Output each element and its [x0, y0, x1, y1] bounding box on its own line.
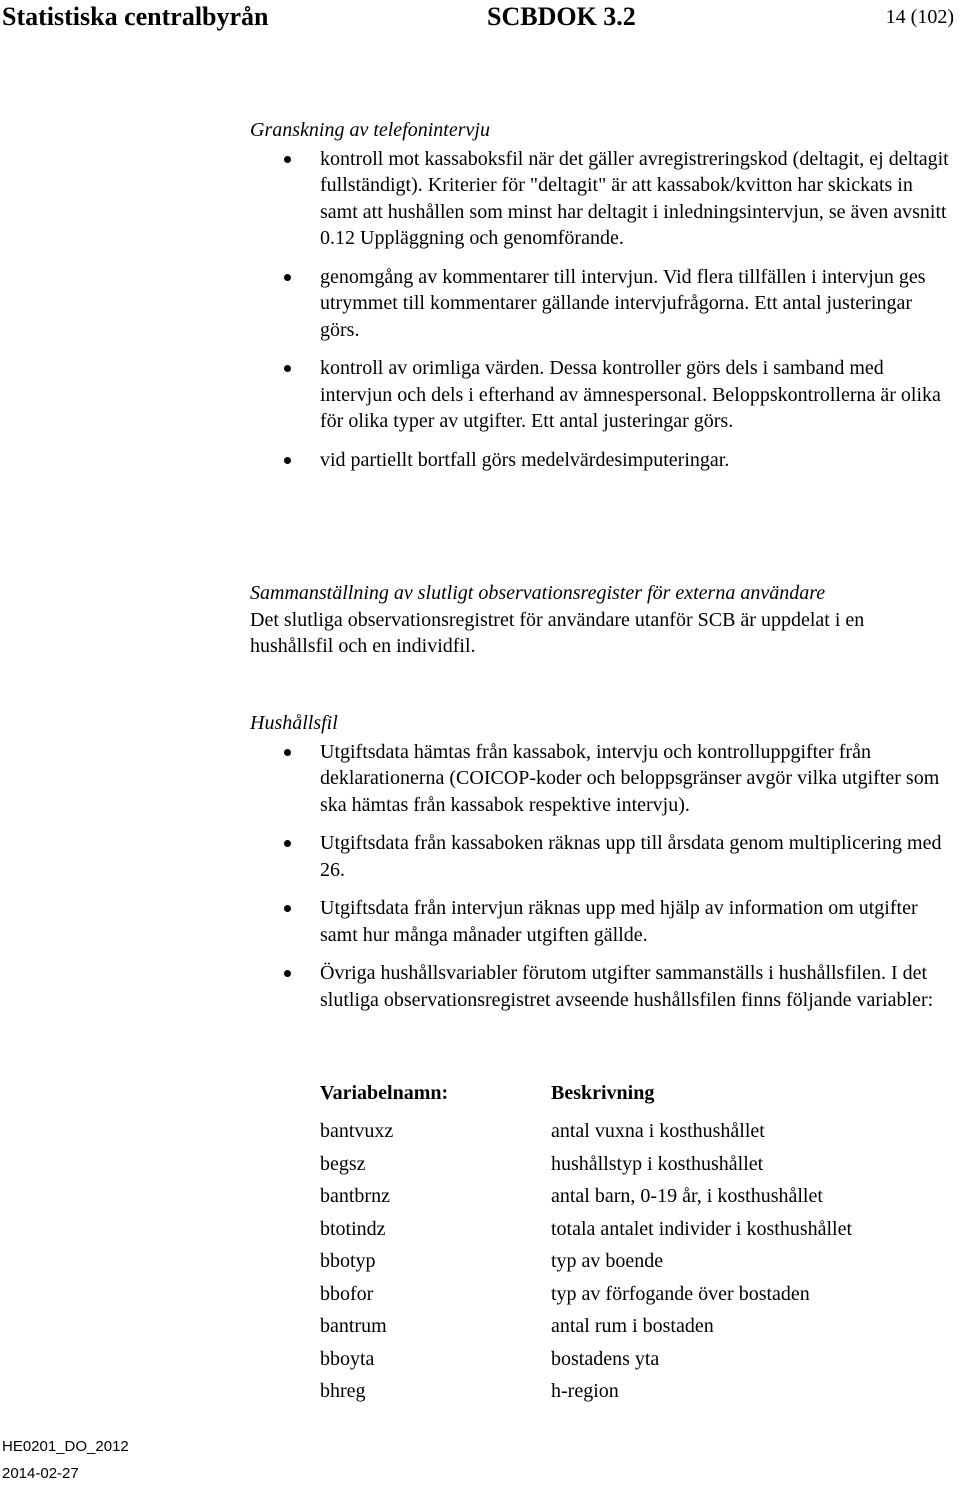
- section-household-file: [250, 710, 950, 1025]
- variable-description: typ av förfogande över bostaden: [551, 1282, 810, 1305]
- section-title: Granskning av telefonintervju: [250, 119, 490, 141]
- list-item: Utgiftsdata hämtas från kassabok, intervju och kontrolluppgifter från deklarationerna (COICOP-koder och beloppsgränser avgör vilka utgifter som ska hämtas från kassabok respektive intervju).: [250, 739, 950, 819]
- list-item: Utgiftsdata från kassaboken räknas upp till årsdata genom multiplicering med 26.: [250, 830, 950, 883]
- variable-name: bantrum: [320, 1315, 387, 1337]
- variable-description: antal barn, 0-19 år, i kosthushållet: [551, 1185, 823, 1207]
- variables-table: [320, 1082, 940, 1413]
- variable-description: typ av boende: [551, 1250, 664, 1272]
- section-paragraph: Det slutliga observationsregistret för användare utanför SCB är uppdelat i en hushållsfil och en individfil.: [250, 608, 865, 657]
- variable-name: bbofor: [320, 1282, 374, 1305]
- variable-name: btotindz: [320, 1217, 386, 1240]
- table-row: [320, 1185, 940, 1218]
- variable-name: bantbrnz: [320, 1185, 390, 1207]
- table-header: [320, 1082, 940, 1120]
- variable-description: h-region: [551, 1380, 619, 1402]
- variable-description: bostadens yta: [551, 1347, 660, 1370]
- list-item: kontroll mot kassaboksfil när det gäller avregistreringskod (deltagit, ej deltagit fullständigt). Kriterier för "deltagit" är att kassabok/kvitton har skickats in samt att hushållen som minst har deltagit i inledningsintervjun, se även avsnitt 0.12 Uppläggning och genomförande.: [250, 146, 950, 252]
- review-list: [250, 146, 950, 474]
- section-telephone-review: [250, 117, 950, 485]
- footer-code: HE0201_DO_2012: [2, 1438, 129, 1455]
- variable-name: begsz: [320, 1152, 366, 1175]
- variable-name: bantvuxz: [320, 1120, 394, 1142]
- page-header: [0, 0, 960, 40]
- variable-description: antal rum i bostaden: [551, 1315, 714, 1337]
- section-title: Hushållsfil: [250, 712, 338, 734]
- org-name: Statistiska centralbyrån: [2, 2, 269, 31]
- section-title: Sammanställning av slutligt observationsregister för externa användare: [250, 582, 826, 604]
- variable-name: bboyta: [320, 1347, 375, 1370]
- table-row: [320, 1120, 940, 1153]
- doc-title: SCBDOK 3.2: [487, 2, 636, 31]
- list-item: vid partiellt bortfall görs medelvärdesimputeringar.: [250, 447, 950, 474]
- section-final-register: [250, 580, 950, 660]
- variable-name: bbotyp: [320, 1250, 376, 1272]
- list-item: Utgiftsdata från intervjun räknas upp med hjälp av information om utgifter samt hur många månader utgiften gällde.: [250, 895, 950, 948]
- table-row: [320, 1153, 940, 1186]
- footer-date: 2014-02-27: [2, 1465, 79, 1482]
- list-item: Övriga hushållsvariabler förutom utgifter sammanställs i hushållsfilen. I det slutliga observationsregistret avseende hushållsfilen finns följande variabler:: [250, 960, 950, 1013]
- variable-name: bhreg: [320, 1380, 366, 1402]
- household-list: [250, 739, 950, 1014]
- table-row: [320, 1348, 940, 1381]
- table-row: [320, 1315, 940, 1348]
- variable-description: hushållstyp i kosthushållet: [551, 1152, 764, 1175]
- page-number: 14 (102): [885, 6, 954, 28]
- table-row: [320, 1250, 940, 1283]
- table-row: [320, 1283, 940, 1316]
- table-row: [320, 1380, 940, 1413]
- variable-description: antal vuxna i kosthushållet: [551, 1120, 765, 1142]
- column-header-name: Variabelnamn:: [320, 1082, 449, 1104]
- list-item: kontroll av orimliga värden. Dessa kontroller görs dels i samband med intervjun och dels i efterhand av ämnespersonal. Beloppskontrollerna är olika för olika typer av utgifter. Ett antal justeringar görs.: [250, 355, 950, 435]
- column-header-description: Beskrivning: [551, 1082, 655, 1104]
- list-item: genomgång av kommentarer till intervjun. Vid flera tillfällen i intervjun ges utrymmet till kommentarer gällande intervjufrågorna. Ett antal justeringar görs.: [250, 264, 950, 344]
- variable-description: totala antalet individer i kosthushållet: [551, 1217, 853, 1240]
- table-row: [320, 1218, 940, 1251]
